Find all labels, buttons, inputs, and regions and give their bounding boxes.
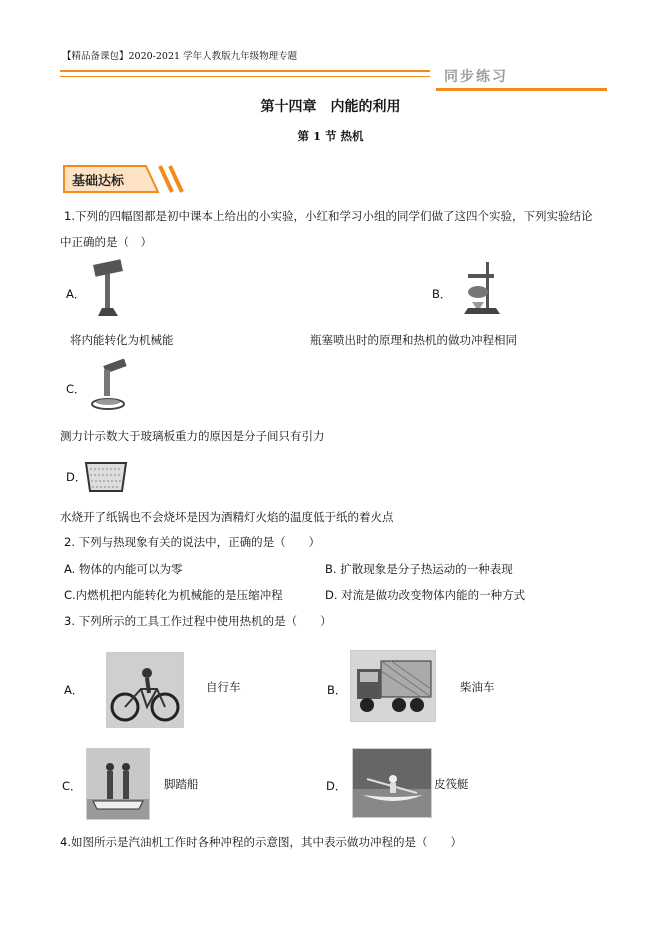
q3-option-a-text: 自行车 (206, 680, 241, 694)
header-tab-label: 同步练习 (444, 69, 508, 85)
q1-option-c-text: 测力计示数大于玻璃板重力的原因是分子间只有引力 (60, 429, 325, 443)
chapter-title: 第十四章 内能的利用 (260, 99, 401, 115)
header-rule (60, 70, 430, 72)
q3-option-b-image (350, 650, 436, 722)
q3-stem: 3. 下列所示的工具工作过程中使用热机的是（ ） (64, 614, 332, 628)
q1-option-c-label: C． (66, 382, 86, 396)
q3-option-b-text: 柴油车 (460, 680, 495, 694)
q3-option-c-image (86, 748, 150, 820)
header-tab (436, 64, 607, 91)
q2-stem: 2. 下列与热现象有关的说法中，正确的是（ ） (64, 535, 321, 549)
q3-option-c-label: C． (62, 779, 82, 793)
section-badge (60, 164, 190, 194)
q3-option-d-image (352, 748, 432, 818)
q2-option-c: C.内燃机把内能转化为机械能的是压缩冲程 (64, 588, 283, 602)
q1-option-b-label: B． (432, 287, 452, 301)
q2-option-d: D. 对流是做功改变物体内能的一种方式 (325, 588, 526, 602)
q1-option-d-label: D． (66, 470, 87, 484)
truck-icon (351, 651, 435, 721)
kayak-icon (353, 749, 431, 817)
q3-option-c-text: 脚踏船 (164, 777, 199, 791)
q1-option-a-text: 将内能转化为机械能 (70, 333, 174, 347)
q1-stem-line2: 中正确的是（ ） (60, 235, 152, 249)
badge-label: 基础达标 (72, 174, 125, 189)
q4-stem: 4.如图所示是汽油机工作时各种冲程的示意图，其中表示做功冲程的是（ ） (60, 835, 462, 849)
q1-option-c-image (88, 358, 132, 414)
pedal-boat-icon (87, 749, 149, 819)
q3-option-b-label: B． (327, 683, 347, 697)
q1-option-b-text: 瓶塞喷出时的原理和热机的做功冲程相同 (310, 333, 517, 347)
q3-option-d-text: 皮筏艇 (434, 777, 469, 791)
q2-option-a: A. 物体的内能可以为零 (64, 562, 183, 576)
q2-option-b: B. 扩散现象是分子热运动的一种表现 (325, 562, 513, 576)
q1-option-a-image (88, 258, 128, 320)
header-series: 【精品备课包】2020-2021 学年人教版九年级物理专题 (62, 51, 298, 62)
q1-stem-line1: 1.下列的四幅图都是初中课本上给出的小实验，小红和学习小组的同学们做了这四个实验，下列实验结论 (64, 209, 593, 223)
q1-option-d-text: 水烧开了纸锅也不会烧坏是因为酒精灯火焰的温度低于纸的着火点 (60, 510, 394, 524)
q3-option-a-label: A． (64, 683, 84, 697)
q3-option-a-image (106, 652, 184, 728)
header-rule-thin (60, 76, 430, 77)
section-title: 第 1 节 热机 (297, 129, 364, 143)
bicycle-icon (107, 653, 183, 727)
q1-option-b-image (458, 258, 506, 320)
q1-option-d-image (82, 455, 130, 495)
q3-option-d-label: D． (326, 779, 347, 793)
q1-option-a-label: A． (66, 287, 86, 301)
